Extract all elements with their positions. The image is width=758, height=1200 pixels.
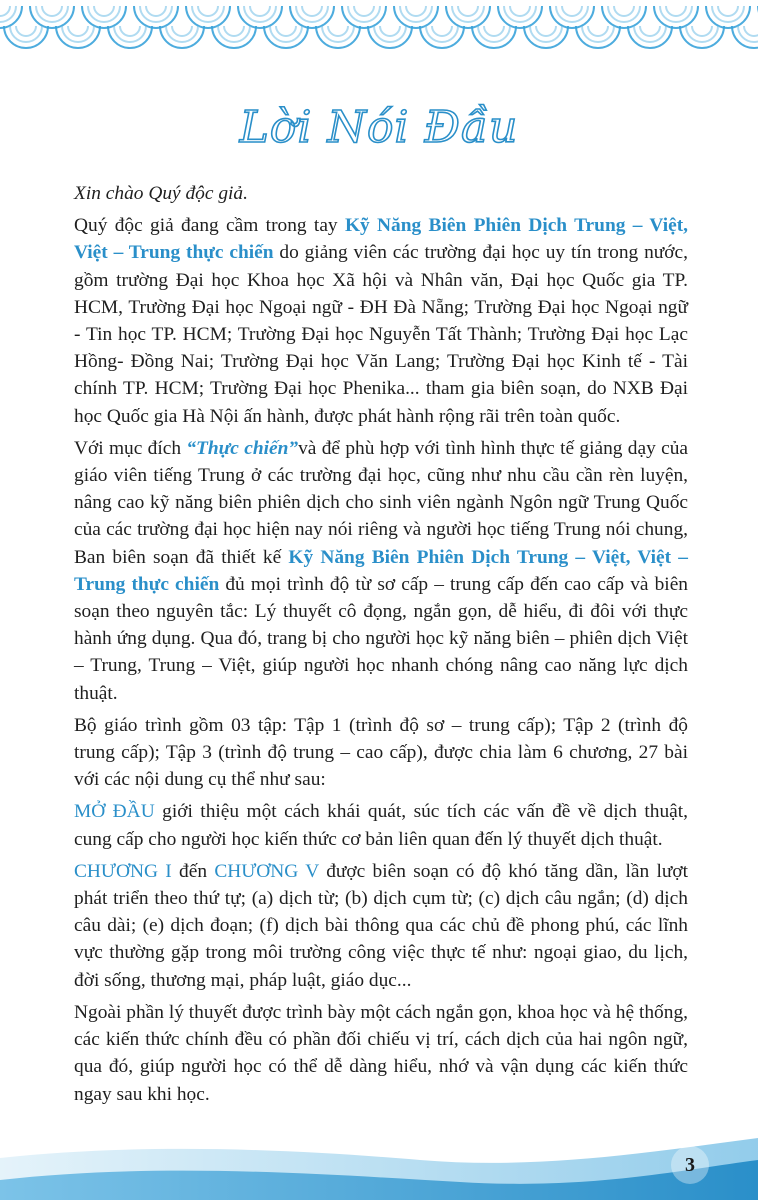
- paragraph-2-text-b: và để phù hợp với tình hình thực tế giảng dạy của giáo viên tiếng Trung ở các trường đại học, cũng như nhu cầu cần rèn luyện, nâng cao kỹ năng biên phiên dịch cho sinh viên ngành Ngôn ngữ Trung Quốc của các trường đại học hiện nay nói riêng và người học tiếng Trung nói chung, Ban biên soạn đã thiết kế: [74, 437, 689, 568]
- page-number: 3: [685, 1154, 695, 1176]
- paragraph-1-text-b: do giảng viên các trường đại học uy tín trong nước, gồm trường Đại học Khoa học Xã hội và Nhân văn, Đại học Quốc gia TP. HCM, Trường Đại học Ngoại ngữ - ĐH Đà Nẵng; Trường Đại học Ngoại ngữ - Tin học TP. HCM; Trường Đại học Nguyễn Tất Thành; Trường Đại học Lạc Hồng- Đồng Nai; Trường Đại học Văn Lang; Trường Đại học Kinh tế - Tài chính TP. HCM; Trường Đại học Phenika... tham gia biên soạn, do NXB Đại học Quốc gia Hà Nội ấn hành, được phát hành rộng rãi trên toàn quốc.: [74, 242, 688, 427]
- paragraph-1: [74, 212, 688, 430]
- paragraph-1-text-a: Quý độc giả đang cầm trong tay: [74, 215, 345, 237]
- paragraph-2-text-c: đủ mọi trình độ từ sơ cấp – trung cấp đến cao cấp và biên soạn theo nguyên tắc: Lý thuyết cô đọng, ngắn gọn, dễ hiểu, đi đôi với thực hành ứng dụng. Qua đó, trang bị cho người học kỹ năng biên – phiên dịch Việt – Trung, Trung – Việt, giúp người học nhanh chóng nâng cao năng lực dịch thuật.: [74, 573, 688, 704]
- paragraph-5: [74, 858, 688, 994]
- top-wave-decoration: [0, 0, 758, 60]
- greeting: Xin chào Quý độc giả.: [74, 183, 248, 204]
- paragraph-3: Bộ giáo trình gồm 03 tập: Tập 1 (trình độ sơ – trung cấp); Tập 2 (trình độ trung cấp); Tập 3 (trình độ trung – cao cấp), được chia làm 6 chương, 27 bài với các nội dung cụ thể như sau:: [74, 714, 688, 791]
- paragraph-5-text-b: được biên soạn có độ khó tăng dần, lần lượt phát triển theo thứ tự; (a) dịch từ; (b) dịch cụm từ; (c) dịch câu ngắn; (d) dịch câu dài; (e) dịch đoạn; (f) dịch bài thông qua các chủ đề phong phú, các lĩnh vực thường gặp trong môi trường công việc thực tế như: ngoại giao, du lịch, đời sống, thương mại, pháp luật, giáo dục...: [74, 860, 688, 991]
- paragraph-4-text: giới thiệu một cách khái quát, súc tích các vấn đề về dịch thuật, cung cấp cho người học kiến thức cơ bản liên quan đến lý thuyết dịch thuật.: [74, 801, 688, 850]
- chuong-v-highlight: CHƯƠNG V: [214, 860, 319, 882]
- paragraph-2: [74, 435, 688, 707]
- preface-body: [74, 180, 688, 1113]
- page-title: Lời Nói Đầu: [239, 102, 519, 153]
- chuong-i-highlight: CHƯƠNG I: [74, 860, 172, 882]
- bottom-wave-decoration: [0, 1120, 758, 1200]
- paragraph-6: Ngoài phần lý thuyết được trình bày một cách ngắn gọn, khoa học và hệ thống, các kiến thức chính đều có phần đối chiếu vị trí, cách dịch của hai ngôn ngữ, qua đó, giúp người học có thể dễ dàng hiểu, nhớ và vận dụng các kiến thức ngay sau khi học.: [74, 1001, 688, 1105]
- paragraph-4: [74, 798, 688, 852]
- thuc-chien-highlight: “Thực chiến”: [186, 437, 299, 459]
- book-title-highlight-2: Kỹ Năng Biên Phiên Dịch Trung – Việt, Việt – Trung thực chiến: [74, 546, 688, 595]
- paragraph-2-text-a: Với mục đích: [74, 437, 187, 459]
- mo-dau-highlight: MỞ ĐẦU: [74, 801, 155, 823]
- paragraph-5-text-a: đến: [171, 860, 215, 882]
- book-title-highlight: Kỹ Năng Biên Phiên Dịch Trung – Việt, Việt – Trung thực chiến: [74, 215, 689, 264]
